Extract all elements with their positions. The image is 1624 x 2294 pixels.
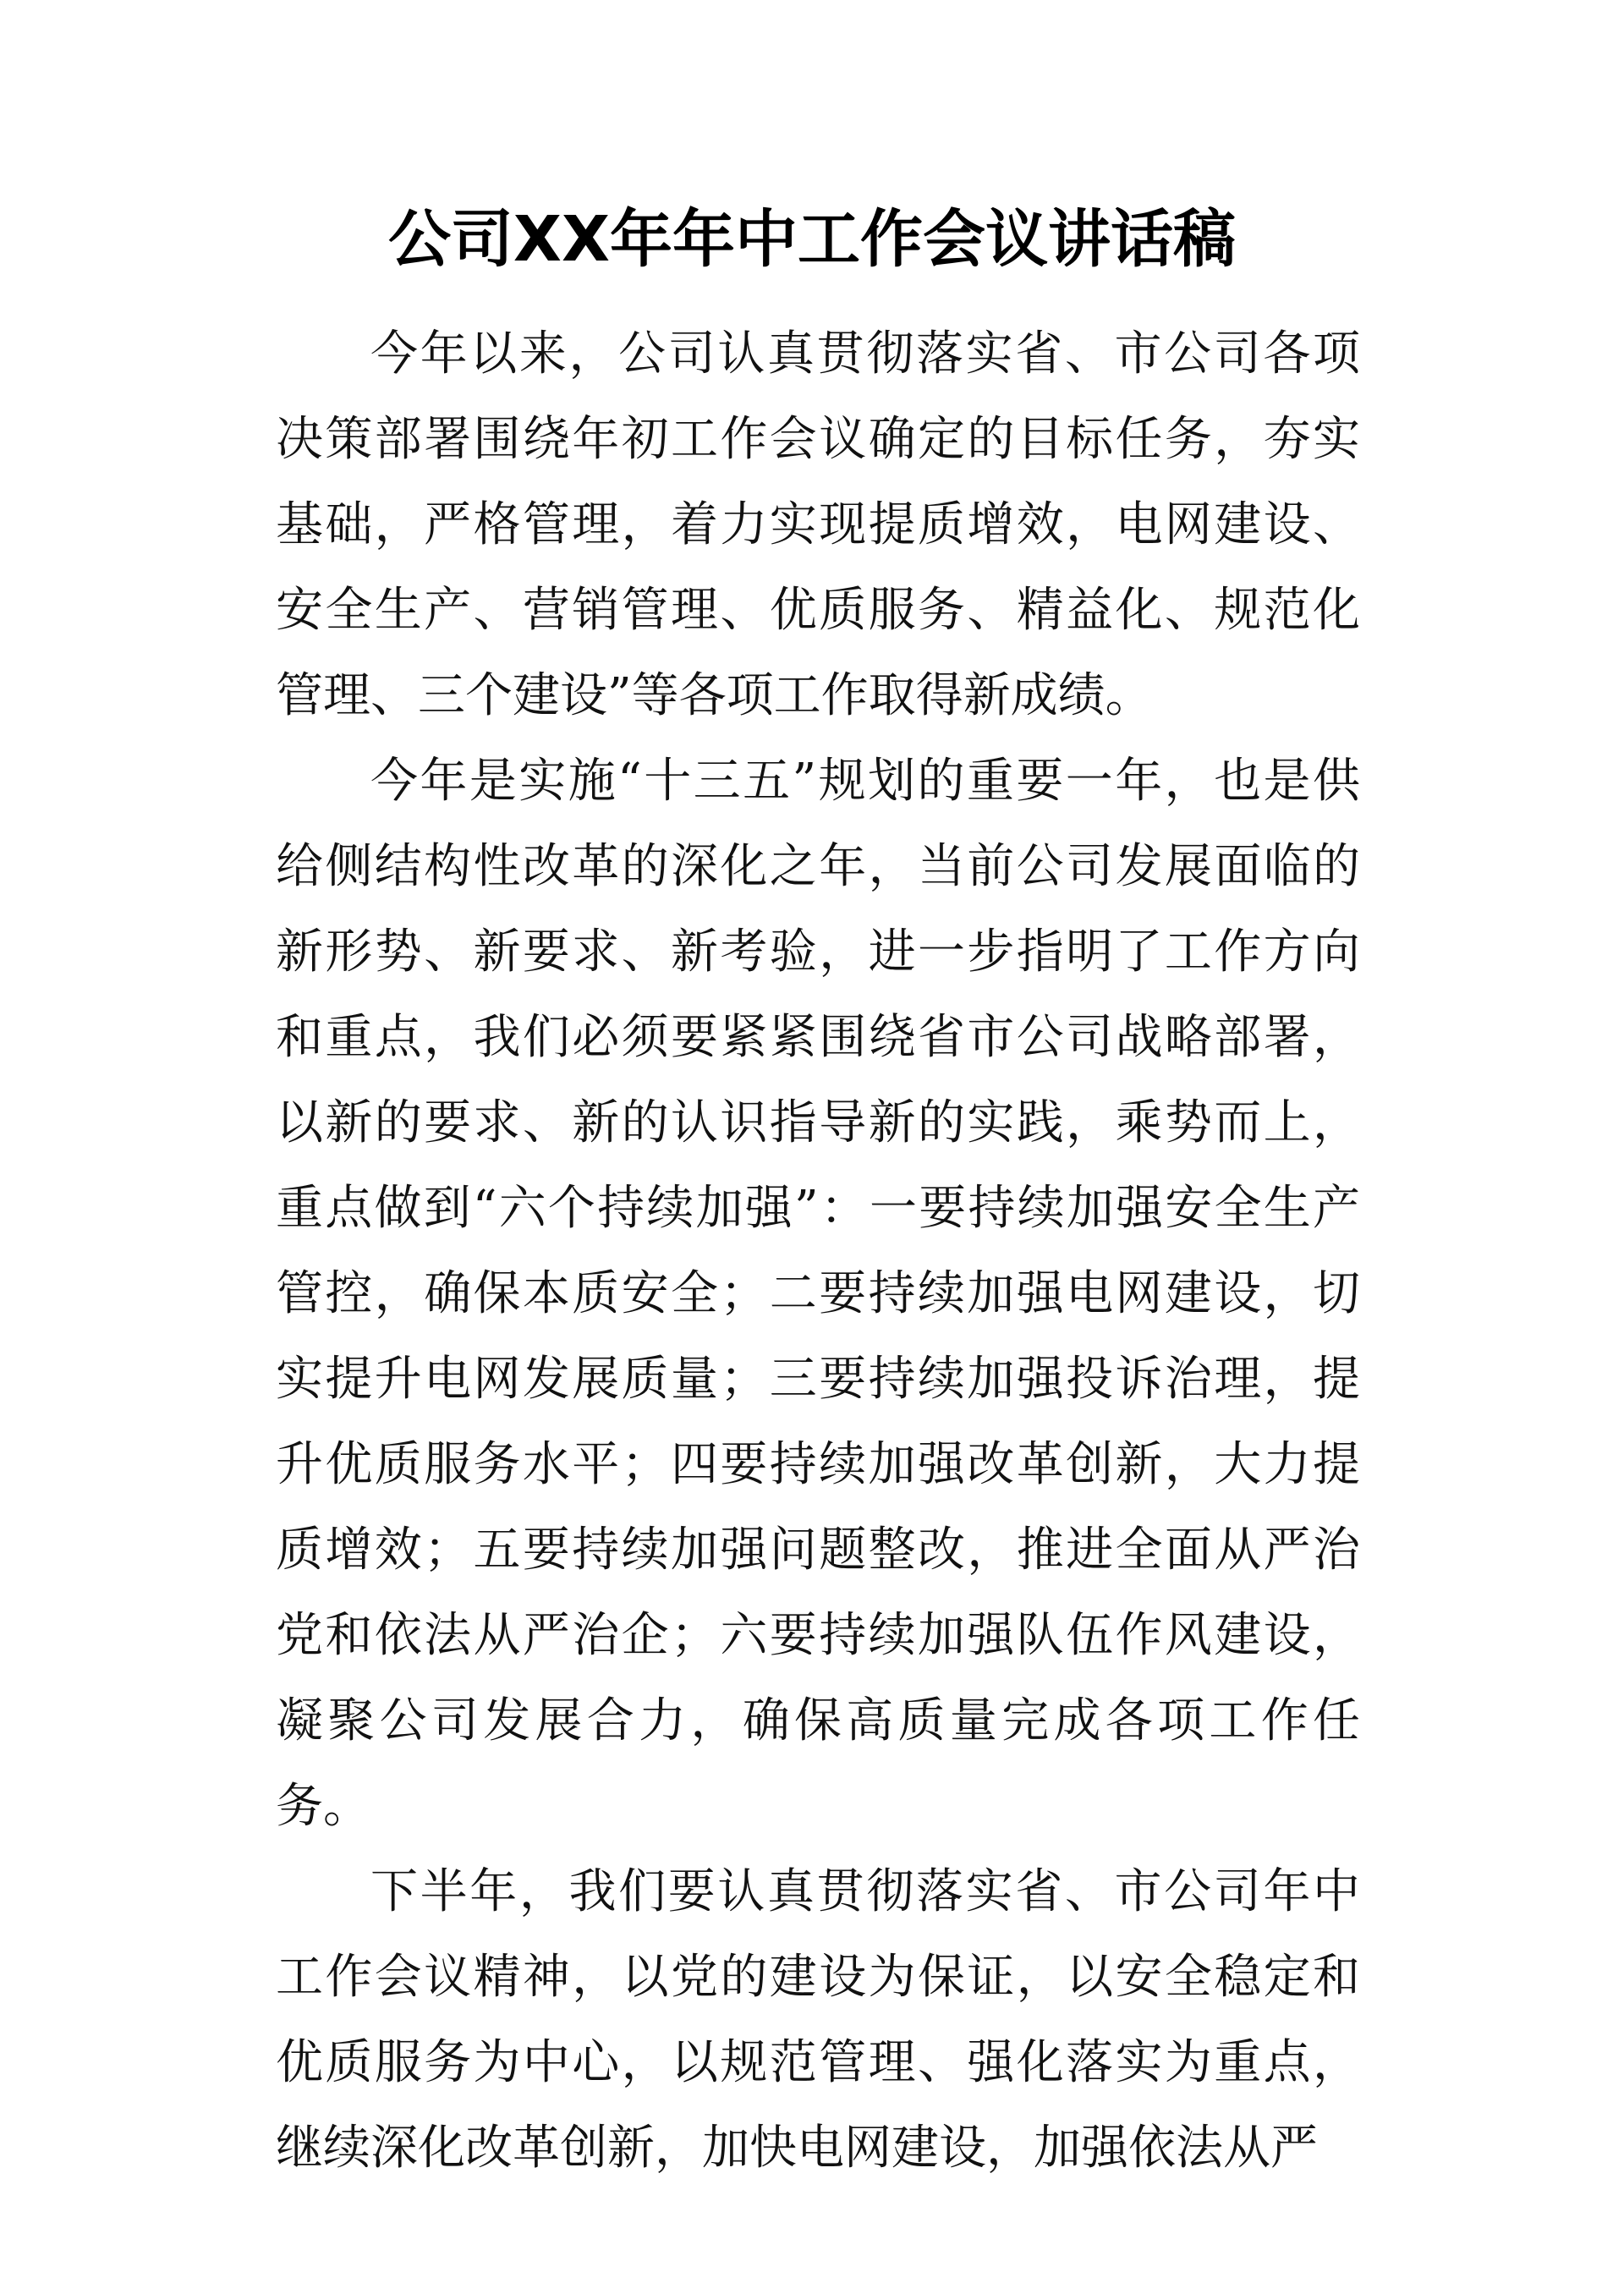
paragraph-2: 今年是实施“十三五”规划的重要一年，也是供给侧结构性改革的深化之年，当前公司发展面临的新形势、新要求、新考验，进一步指明了工作方向和重点，我们必须要紧紧围绕省市公司战略部署，以新的要求、新的认识指导新的实践，乘势而上，重点做到“六个持续加强”：一要持续加强安全生产管控，确保本质安全；二要持续加强电网建设，切实提升电网发展质量；三要持续加强投诉治理，提升优质服务水平；四要持续加强改革创新，大力提质增效；五要持续加强问题整改，推进全面从严治党和依法从严治企；六要持续加强队伍作风建设，凝聚公司发展合力，确保高质量完成各项工作任务。	[276, 754, 1360, 1834]
document-body	[276, 311, 1360, 2191]
paragraph-1: 今年以来，公司认真贯彻落实省、市公司各项决策部署围绕年初工作会议确定的目标任务，夯实基础，严格管理，着力实现提质增效，电网建设、安全生产、营销管理、优质服务、精益化、规范化管理、三个建设”等各项工作取得新成绩。	[276, 327, 1360, 723]
document-title: 公司XX年年中工作会议讲话稿	[387, 203, 1237, 276]
paragraph-3: 下半年，我们要认真贯彻落实省、市公司年中工作会议精神，以党的建设为保证，以安全稳定和优质服务为中心，以规范管理、强化落实为重点，继续深化改革创新，加快电网建设，加强依法从严	[276, 1864, 1360, 2176]
